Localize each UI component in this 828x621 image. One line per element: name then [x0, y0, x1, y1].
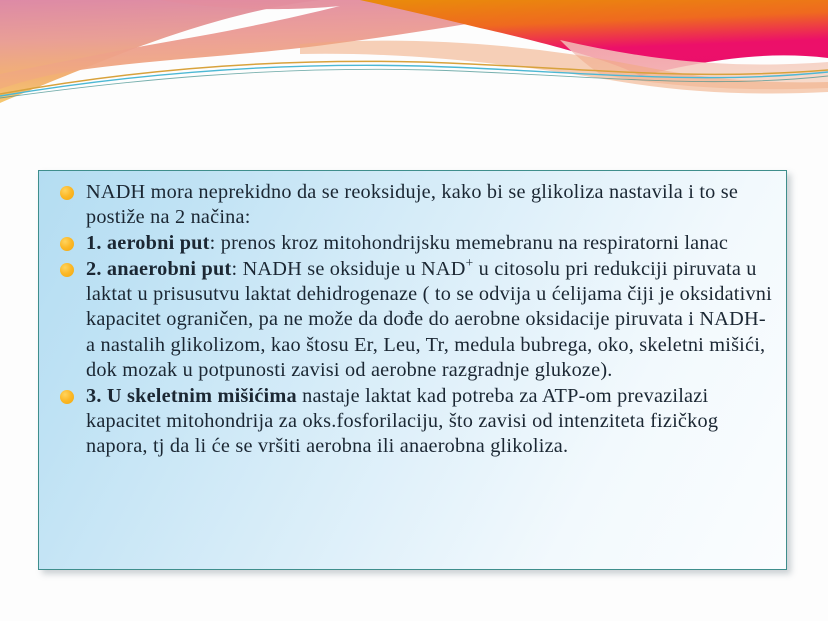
bullet-text: 1. aerobni put: prenos kroz mitohondrijsku memebranu na respiratorni lanac [86, 232, 729, 255]
wave-banner-decoration [0, 0, 828, 115]
bullet-aerobni-put [51, 231, 772, 256]
bullet-dot-icon [60, 263, 74, 277]
wave-banner-svg [0, 0, 828, 115]
wave-shape-left-pink [0, 0, 320, 103]
bullet-dot-icon [60, 186, 74, 200]
content-text-box [38, 170, 787, 570]
bullet-text: NADH mora neprekidno da se reoksiduje, kako bi se glikoliza nastavila i to se postiže na 2 načina: [86, 181, 739, 229]
wave-shape-blush [560, 40, 828, 89]
wave-line-teal [0, 69, 828, 98]
bullet-list [51, 180, 772, 459]
wave-shape-peach-sliver [300, 41, 828, 94]
bullet-nadh-reoksidacija [51, 180, 772, 230]
wave-line-cyan [0, 65, 828, 96]
bullet-text: 3. U skeletnim mišićima nastaje laktat kad potreba za ATP-om prevazilazi kapacitet mitohondrija za oks.fosforilaciju, što zavisi od intenziteta fizičkog napora, tj da li će se vršiti aerobna ili anaerobna glikoliza. [86, 384, 719, 457]
wave-shape-orange-magenta [360, 0, 828, 76]
bullet-dot-icon [60, 237, 74, 251]
bullet-text: 2. anaerobni put: NADH se oksiduje u NAD+ u citosolu pri redukciji piruvata u laktat u prisusutvu laktat dehidrogenaze ( to se odvija u ćelijama čiji je oksidativni kapacitet ograničen, pa ne može da dođe do aerobne oksidacije piruvata i NADH-a nastalih glikolizom, kao štosu Er, Leu, Tr, medula bubrega, oko, skeletni mišići, dok mozak u potpunosti zavisi od aerobne razgradnje glukoze). [86, 255, 772, 381]
wave-shape-mid-pink [0, 0, 600, 89]
bullet-anaerobni-put [51, 257, 772, 382]
wave-line-gold [0, 61, 828, 94]
bullet-dot-icon [60, 390, 74, 404]
bullet-skeletni-misici [51, 384, 772, 459]
